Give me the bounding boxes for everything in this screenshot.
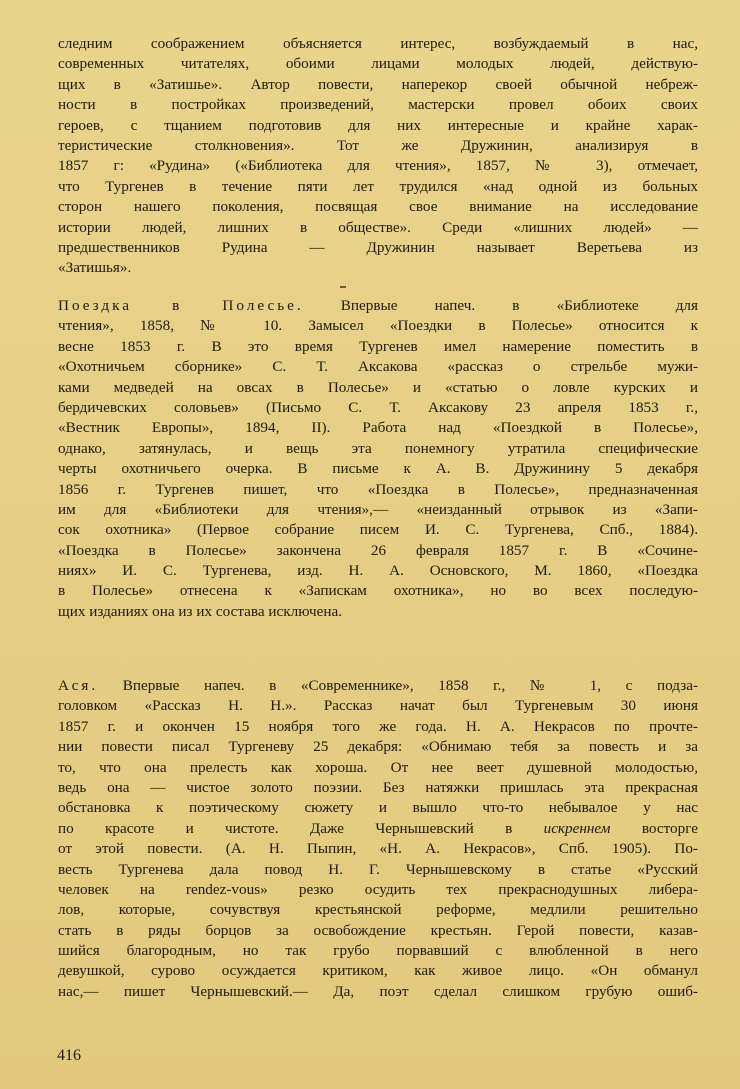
section-heading: Ася. [58,677,99,694]
text-line: ности в постройках произведений, мастерски провел обоих своих [58,96,698,114]
text-line: девушкой, сурово осуждается критиком, как живое лицо. «Он обманул [58,962,698,980]
text-line: героев, с тщанием подготовив для них интересные и крайне харак- [58,116,698,134]
text-line: что Тургенев в течение пяти лет трудился «над одной из больных [58,177,698,195]
text-line-with-italic [58,819,698,839]
text-line: весне 1853 г. В это время Тургенев имел намерение поместить в [58,337,698,355]
text-line: щих изданиях она из их состава исключена. [58,602,343,620]
text-line: весть Тургенева дала повод Н. Г. Чернышевскому в статье «Русский [58,860,698,878]
text-line: им для «Библиотеки для чтения»,— «неизданный отрывок из «Запи- [58,500,698,518]
line-end: восторге [610,819,698,837]
text-line: шийся благородным, но так грубо порвавший с влюбленной в него [58,942,698,960]
text-line-with-heading [58,676,698,696]
text-line: «Поездка в Полесье» закончена 26 февраля 1857 г. В «Сочине- [58,541,698,559]
text-line: теристические столкновения». Тот же Дружинин, анализируя в [58,136,698,154]
text-line: от этой повести. (А. Н. Пыпин, «Н. А. Некрасов», Спб. 1905). По- [58,840,698,858]
text-line: чтения», 1858, № 10. Замысел «Поездки в Полесье» относится к [58,317,698,335]
heading-line-rest: Впервые напеч. в «Современнике», 1858 г., № 1, с подза- [98,677,698,694]
paragraph-zatishye-commentary [58,34,698,279]
line-start: по красоте и чистоте. Даже Чернышевский в [58,819,513,837]
text-line: «Вестник Европы», 1894, II). Работа над «Поездкой в Полесье», [58,419,698,437]
text-line: лов, которые, сочувствуя крестьянской реформе, медлили решительно [58,901,698,919]
text-line: ками медведей на овсах в Полесье» и «статью о ловле курских и [58,378,698,396]
text-line: следним соображением объясняется интерес, возбуждаемый в нас, [58,35,698,52]
text-line-with-heading [58,296,698,316]
text-line: в Полесье» отнесена к «Запискам охотника», но во всех последую- [58,582,698,600]
paragraph-asya [58,676,698,1002]
text-line: предшественников Рудина — Дружинин называет Веретьева из [58,238,698,256]
text-line: 1857 г. и окончен 15 ноября того же года. Н. А. Некрасов по прочте- [58,717,698,735]
text-line: обстановка к поэтическому сюжету и вышло что-то небывалое у нас [58,799,698,817]
text-line: щих в «Затишье». Автор повести, наперекор своей обычной небреж- [58,75,698,93]
text-line: современных читателях, обоими лицами молодых людей, действую- [58,55,698,73]
text-line: ниях» И. С. Тургенева, изд. Н. А. Основского, М. 1860, «Поездка [58,562,698,580]
text-line: нии повести писал Тургеневу 25 декабря: «Обнимаю тебя за повесть и за [58,738,698,756]
text-line: стать в ряды борцов за освобождение крестьян. Герой повести, казав- [58,921,698,939]
page-number: 416 [57,1047,81,1064]
text-line: однако, затянулась, и вещь эта понемногу утратила специфические [58,439,698,457]
text-line: сторон нашего поколения, посвящая свое внимание на исследование [58,198,698,216]
section-heading: Поездка в Полесье. [58,297,304,314]
text-line: головком «Рассказ Н. Н.». Рассказ начат был Тургеневым 30 июня [58,697,698,715]
text-line: 1857 г: «Рудина» («Библиотека для чтения», 1857, № 3), отмечает, [58,157,698,175]
heading-line-rest: Впервые напеч. в «Библиотеке для [303,297,698,314]
text-line: «Охотничьем сборнике» С. Т. Аксакова «рассказ о стрельбе мужи- [58,358,698,376]
text-line: то, что она прелесть как хороша. От нее веет душевной молодостью, [58,758,698,776]
text-line: человек на rendez-vous» резко осудить тех прекраснодушных либера- [58,880,698,898]
paragraph-poezdka-v-polesye [58,296,698,622]
text-line: нас,— пишет Чернышевский.— Да, поэт сделал слишком грубую ошиб- [58,982,698,1000]
text-line: истории людей, лишних в обществе». Среди «лишних людей» — [58,218,698,236]
italic-emphasis: искреннем [543,819,611,837]
text-line: ведь она — чистое золото поэзии. Без натяжки пришлась эта прекрасная [58,778,698,796]
text-line: бердичевских соловьев» (Письмо С. Т. Аксакову 23 апреля 1853 г., [58,398,698,416]
text-line: сок охотника» (Первое собрание писем И. С. Тургенева, Спб., 1884). [58,521,698,539]
stray-print-mark [340,286,346,288]
text-line: «Затишья». [58,259,132,277]
text-line: черты охотничьего очерка. В письме к А. В. Дружинину 5 декабря [58,460,698,478]
text-line: 1856 г. Тургенев пишет, что «Поездка в Полесье», предназначенная [58,480,698,498]
